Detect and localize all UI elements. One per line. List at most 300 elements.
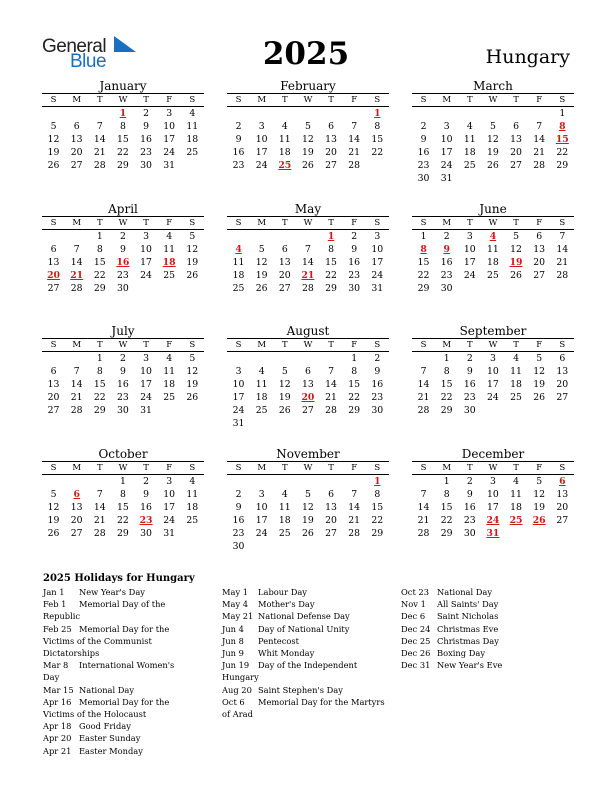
- weekday-label: F: [536, 340, 543, 350]
- week-row: [42, 527, 204, 540]
- weekday-header-row: [412, 216, 574, 230]
- day-cell: 3: [489, 353, 496, 364]
- day-cell: 11: [487, 244, 499, 255]
- month-august: [227, 324, 389, 430]
- day-cell: 10: [255, 134, 268, 145]
- holiday-item: [43, 696, 193, 720]
- empty-day-cell: [481, 282, 504, 295]
- weekday-label: M: [257, 463, 267, 473]
- day-cell: 5: [304, 121, 311, 132]
- day-cell: 16: [440, 257, 453, 268]
- day-cell: 1: [559, 108, 566, 119]
- weekday-label: T: [143, 95, 149, 105]
- day-cell: 3: [489, 476, 496, 487]
- day-cell: 7: [73, 366, 80, 377]
- day-cell: 5: [304, 489, 311, 500]
- day-cell: 12: [302, 134, 314, 145]
- weekday-header-row: [42, 93, 204, 107]
- day-cell: 4: [281, 489, 288, 500]
- week-row: [412, 378, 574, 391]
- weekday-label: W: [303, 218, 313, 228]
- weekday-label: T: [281, 463, 288, 473]
- day-cell: 16: [232, 147, 245, 158]
- day-cell: 21: [93, 515, 106, 526]
- holiday-date: Jan 1: [43, 587, 65, 597]
- day-cell: 18: [278, 515, 291, 526]
- day-cell: 19: [302, 147, 314, 158]
- empty-day-cell: [343, 107, 366, 120]
- holiday-date: Mar 8: [43, 660, 69, 671]
- weekday-label: W: [488, 340, 498, 350]
- day-cell: 16: [463, 379, 476, 390]
- weekday-label: M: [72, 463, 82, 473]
- empty-day-cell: [458, 107, 481, 120]
- day-cell: 4: [166, 353, 173, 364]
- holiday-name: National Day: [437, 587, 493, 597]
- day-cell: 22: [371, 515, 384, 526]
- day-cell: 9: [235, 502, 242, 513]
- week-row: [227, 107, 389, 120]
- day-cell: 23: [417, 160, 430, 171]
- day-cell: 14: [70, 257, 83, 268]
- day-cell: 22: [440, 392, 453, 403]
- day-cell: 25: [232, 283, 245, 294]
- holiday-item: [222, 684, 392, 696]
- holiday-day-cell: 8: [559, 121, 566, 132]
- empty-day-cell: [528, 404, 551, 417]
- day-cell: 9: [143, 121, 150, 132]
- holiday-item: [43, 623, 193, 660]
- day-cell: 28: [556, 270, 569, 281]
- holiday-item: [222, 586, 392, 598]
- day-cell: 17: [255, 515, 268, 526]
- day-cell: 17: [232, 392, 245, 403]
- day-cell: 21: [348, 147, 361, 158]
- day-cell: 11: [186, 121, 199, 132]
- weekday-label: T: [143, 218, 149, 228]
- weekday-label: W: [303, 340, 313, 350]
- day-cell: 5: [50, 121, 57, 132]
- day-cell: 24: [140, 392, 152, 403]
- day-cell: 23: [440, 270, 453, 281]
- day-cell: 21: [325, 392, 337, 403]
- day-cell: 10: [232, 379, 245, 390]
- empty-day-cell: [88, 107, 111, 120]
- day-cell: 18: [163, 379, 176, 390]
- week-row: [227, 243, 389, 256]
- day-cell: 30: [140, 528, 152, 539]
- month-title: February: [280, 79, 336, 93]
- month-april: [42, 202, 204, 295]
- holiday-item: [222, 647, 392, 659]
- empty-day-cell: [343, 417, 366, 430]
- week-row: [412, 391, 574, 404]
- day-cell: 11: [186, 489, 199, 500]
- holiday-name: Christmas Eve: [437, 623, 499, 634]
- weekday-header-row: [227, 93, 389, 107]
- day-cell: 11: [510, 489, 522, 500]
- holiday-column: [222, 586, 392, 720]
- week-row: [412, 488, 574, 501]
- week-row: [412, 404, 574, 417]
- day-cell: 27: [70, 528, 83, 539]
- day-cell: 20: [556, 502, 569, 513]
- weekday-label: S: [189, 463, 196, 473]
- holiday-item: [401, 647, 571, 659]
- empty-day-cell: [481, 107, 504, 120]
- day-cell: 31: [163, 528, 176, 539]
- holiday-name: Mother's Day: [258, 599, 315, 610]
- day-cell: 13: [47, 257, 60, 268]
- holiday-day-cell: 1: [374, 476, 381, 487]
- day-cell: 20: [70, 147, 83, 158]
- day-cell: 8: [374, 489, 381, 500]
- day-cell: 11: [255, 379, 268, 390]
- weekday-label: S: [50, 463, 57, 473]
- day-cell: 14: [556, 244, 569, 255]
- holiday-date: Dec 24: [401, 623, 431, 634]
- week-row: [227, 352, 389, 365]
- holiday-day-cell: 4: [489, 231, 497, 242]
- weekday-label: T: [281, 95, 288, 105]
- week-row: [412, 230, 574, 243]
- empty-day-cell: [296, 475, 319, 488]
- holiday-date: Dec 31: [401, 660, 431, 671]
- day-cell: 17: [163, 502, 176, 513]
- empty-day-cell: [296, 417, 319, 430]
- day-cell: 3: [466, 231, 473, 242]
- empty-day-cell: [88, 475, 111, 488]
- day-cell: 29: [371, 528, 384, 539]
- week-row: [227, 133, 389, 146]
- holiday-date: Feb 1: [43, 599, 67, 610]
- day-cell: 28: [533, 160, 546, 171]
- day-cell: 14: [70, 379, 83, 390]
- empty-day-cell: [296, 230, 319, 243]
- day-cell: 7: [96, 121, 103, 132]
- weekday-label: T: [96, 218, 103, 228]
- day-cell: 5: [489, 121, 496, 132]
- day-cell: 3: [374, 231, 381, 242]
- day-cell: 9: [466, 366, 473, 377]
- day-cell: 14: [533, 134, 546, 145]
- holiday-date: Oct 6: [222, 696, 245, 707]
- day-cell: 13: [325, 502, 337, 513]
- day-cell: 21: [417, 515, 430, 526]
- day-cell: 23: [117, 392, 129, 403]
- weekday-label: F: [536, 95, 543, 105]
- weekday-label: S: [50, 95, 57, 105]
- empty-day-cell: [227, 475, 250, 488]
- week-row: [42, 230, 204, 243]
- week-row: [227, 391, 389, 404]
- holiday-date: Nov 1: [401, 599, 426, 610]
- day-cell: 2: [443, 231, 450, 242]
- day-cell: 20: [556, 379, 569, 390]
- weekday-label: S: [420, 340, 427, 350]
- day-cell: 19: [186, 257, 199, 268]
- empty-day-cell: [273, 352, 296, 365]
- empty-day-cell: [42, 352, 65, 365]
- day-cell: 16: [140, 502, 152, 513]
- day-cell: 15: [93, 257, 106, 268]
- holiday-date: May 4: [222, 599, 249, 610]
- week-row: [227, 269, 389, 282]
- weekday-label: F: [166, 218, 173, 228]
- day-cell: 25: [510, 392, 522, 403]
- empty-day-cell: [528, 172, 551, 185]
- holiday-name: Memorial Day of the Republic: [43, 599, 166, 622]
- day-cell: 7: [351, 121, 358, 132]
- holidays-title: 2025 Holidays for Hungary: [43, 573, 195, 584]
- day-cell: 22: [371, 147, 384, 158]
- day-cell: 4: [166, 231, 173, 242]
- holiday-date: Oct 23: [401, 587, 429, 597]
- day-cell: 11: [163, 366, 176, 377]
- week-row: [412, 172, 574, 185]
- day-cell: 10: [163, 121, 176, 132]
- day-cell: 9: [420, 134, 427, 145]
- week-row: [412, 514, 574, 527]
- weekday-label: S: [559, 463, 566, 473]
- holiday-item: [401, 610, 571, 622]
- day-cell: 27: [302, 405, 314, 416]
- day-cell: 2: [374, 353, 381, 364]
- weekday-label: M: [257, 340, 267, 350]
- empty-day-cell: [273, 230, 296, 243]
- week-row: [412, 256, 574, 269]
- holiday-date: Dec 26: [401, 648, 431, 659]
- weekday-header-row: [412, 338, 574, 352]
- day-cell: 16: [140, 134, 152, 145]
- week-row: [227, 256, 389, 269]
- day-cell: 19: [47, 147, 60, 158]
- day-cell: 12: [533, 489, 546, 500]
- day-cell: 24: [487, 392, 499, 403]
- week-row: [42, 501, 204, 514]
- day-cell: 25: [487, 270, 499, 281]
- empty-day-cell: [435, 107, 458, 120]
- empty-day-cell: [551, 282, 574, 295]
- holiday-day-cell: 1: [119, 108, 127, 119]
- empty-day-cell: [366, 417, 389, 430]
- holiday-date: Jun 19: [222, 660, 250, 671]
- day-cell: 26: [533, 392, 546, 403]
- holiday-column: [401, 586, 571, 671]
- holiday-item: [43, 659, 193, 683]
- holiday-day-cell: 23: [139, 515, 153, 526]
- month-title: August: [286, 324, 330, 338]
- empty-day-cell: [181, 527, 204, 540]
- day-cell: 18: [278, 147, 291, 158]
- weekday-label: F: [351, 463, 358, 473]
- weekday-label: T: [513, 95, 519, 105]
- holiday-item: [222, 598, 392, 610]
- day-cell: 11: [463, 134, 476, 145]
- day-cell: 30: [140, 160, 152, 171]
- day-cell: 23: [463, 392, 476, 403]
- weekday-label: T: [466, 218, 473, 228]
- weekday-label: T: [143, 340, 149, 350]
- weekday-label: W: [303, 463, 313, 473]
- day-cell: 27: [325, 528, 337, 539]
- weekday-label: F: [166, 463, 173, 473]
- day-cell: 2: [420, 121, 427, 132]
- empty-day-cell: [296, 540, 319, 553]
- holiday-day-cell: 16: [116, 257, 130, 268]
- logo-word-blue: Blue: [70, 51, 107, 72]
- holiday-item: [401, 598, 571, 610]
- day-cell: 13: [70, 502, 83, 513]
- holiday-item: [222, 623, 392, 635]
- weekday-label: F: [351, 340, 358, 350]
- day-cell: 17: [371, 257, 384, 268]
- day-cell: 26: [487, 160, 499, 171]
- holiday-date: Aug 20: [222, 684, 252, 695]
- day-cell: 14: [417, 502, 430, 513]
- day-cell: 28: [70, 405, 83, 416]
- day-cell: 23: [232, 160, 245, 171]
- empty-day-cell: [551, 527, 574, 540]
- day-cell: 22: [93, 270, 106, 281]
- empty-day-cell: [528, 527, 551, 540]
- day-cell: 8: [328, 244, 335, 255]
- day-cell: 4: [466, 121, 473, 132]
- day-cell: 11: [232, 257, 245, 268]
- day-cell: 2: [466, 476, 473, 487]
- day-cell: 7: [420, 366, 427, 377]
- week-row: [412, 352, 574, 365]
- holiday-name: New Year's Day: [79, 587, 145, 597]
- week-row: [42, 282, 204, 295]
- week-row: [42, 107, 204, 120]
- empty-day-cell: [528, 282, 551, 295]
- month-title: June: [479, 202, 507, 216]
- day-cell: 14: [348, 134, 361, 145]
- day-cell: 11: [278, 134, 291, 145]
- day-cell: 22: [93, 392, 106, 403]
- month-title: December: [461, 447, 525, 461]
- holiday-item: [401, 623, 571, 635]
- day-cell: 3: [143, 231, 150, 242]
- day-cell: 5: [50, 489, 57, 500]
- day-cell: 7: [96, 489, 103, 500]
- week-row: [412, 501, 574, 514]
- day-cell: 28: [302, 283, 314, 294]
- day-cell: 2: [143, 108, 150, 119]
- week-row: [412, 365, 574, 378]
- day-cell: 7: [304, 244, 311, 255]
- day-cell: 26: [47, 528, 60, 539]
- holiday-date: Mar 15: [43, 684, 74, 695]
- day-cell: 15: [325, 257, 337, 268]
- week-row: [42, 391, 204, 404]
- day-cell: 10: [255, 502, 268, 513]
- weekday-header-row: [42, 338, 204, 352]
- day-cell: 12: [278, 379, 291, 390]
- weekday-label: S: [50, 340, 57, 350]
- week-row: [412, 282, 574, 295]
- day-cell: 14: [93, 502, 106, 513]
- weekday-label: T: [96, 95, 103, 105]
- holiday-name: Easter Monday: [79, 745, 143, 756]
- weekday-label: S: [559, 340, 566, 350]
- week-row: [42, 378, 204, 391]
- day-cell: 23: [348, 270, 361, 281]
- weekday-label: S: [420, 95, 427, 105]
- empty-day-cell: [366, 159, 389, 172]
- day-cell: 7: [536, 121, 543, 132]
- week-row: [42, 243, 204, 256]
- week-row: [227, 501, 389, 514]
- weekday-label: W: [488, 463, 498, 473]
- weekday-label: M: [72, 218, 82, 228]
- week-row: [227, 282, 389, 295]
- day-cell: 30: [117, 283, 129, 294]
- day-cell: 6: [281, 244, 288, 255]
- holiday-day-cell: 20: [47, 270, 61, 281]
- day-cell: 18: [186, 502, 199, 513]
- day-cell: 24: [255, 160, 268, 171]
- holiday-day-cell: 21: [301, 270, 315, 281]
- empty-day-cell: [296, 352, 319, 365]
- day-cell: 19: [255, 270, 268, 281]
- day-cell: 20: [278, 270, 291, 281]
- day-cell: 28: [417, 528, 430, 539]
- day-cell: 6: [559, 353, 566, 364]
- day-cell: 12: [487, 134, 499, 145]
- day-cell: 17: [140, 379, 152, 390]
- day-cell: 18: [510, 502, 522, 513]
- empty-day-cell: [181, 404, 204, 417]
- empty-day-cell: [227, 230, 250, 243]
- day-cell: 7: [73, 244, 80, 255]
- weekday-label: T: [513, 218, 519, 228]
- day-cell: 14: [417, 379, 430, 390]
- holiday-date: Feb 25: [43, 623, 72, 634]
- day-cell: 16: [232, 515, 245, 526]
- holiday-day-cell: 1: [327, 231, 335, 242]
- empty-day-cell: [65, 107, 88, 120]
- day-cell: 8: [119, 489, 126, 500]
- day-cell: 12: [186, 244, 199, 255]
- empty-day-cell: [320, 475, 343, 488]
- day-cell: 9: [119, 366, 126, 377]
- day-cell: 20: [70, 515, 83, 526]
- day-cell: 18: [487, 257, 499, 268]
- month-june: [412, 202, 574, 295]
- weekday-label: W: [488, 218, 498, 228]
- day-cell: 19: [278, 392, 291, 403]
- weekday-label: F: [166, 95, 173, 105]
- day-cell: 25: [163, 270, 176, 281]
- holiday-day-cell: 25: [278, 160, 292, 171]
- day-cell: 29: [93, 405, 106, 416]
- day-cell: 17: [463, 257, 476, 268]
- day-cell: 23: [463, 515, 476, 526]
- day-cell: 25: [186, 147, 199, 158]
- weekday-header-row: [412, 461, 574, 475]
- week-row: [227, 488, 389, 501]
- day-cell: 13: [70, 134, 83, 145]
- weekday-label: T: [466, 463, 473, 473]
- day-cell: 26: [278, 405, 291, 416]
- day-cell: 29: [117, 528, 129, 539]
- day-cell: 22: [348, 392, 361, 403]
- week-row: [412, 146, 574, 159]
- day-cell: 17: [487, 379, 499, 390]
- day-cell: 29: [556, 160, 569, 171]
